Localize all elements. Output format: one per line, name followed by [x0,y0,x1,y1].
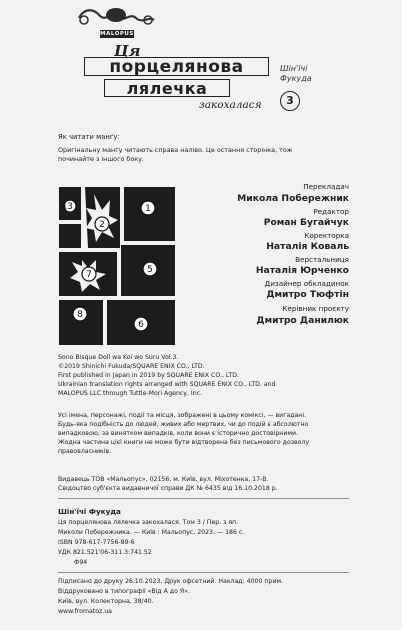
credit-role-6: Керівник проєкту [282,304,349,313]
publisher-info-line-2: Свідоцтво суб'єкта видавничої справи ДК № 6435 від 16.10.2018 р. [58,485,278,492]
order-label-2: 2 [99,220,105,230]
how-to-read-line-1: Оригінальну манґу читають справа наліво. Це остання сторінка, тож [58,146,293,154]
copyright-line-5: MALOPUS LLC through Tuttle-Mori Agency, Inc. [58,390,203,397]
credit-name-5: Дмитро Тюфтін [266,289,349,300]
credit-name-3: Наталія Коваль [266,241,349,252]
print-info-line-2: Віддруковано в типографії «Від А до Я». [58,588,190,595]
title-line-1: Ця [114,42,141,60]
reading-order-diagram [58,186,176,346]
catalog-line-2: Миколи Побережника. — Київ : Мальопус, 2023. — 186 с. [58,529,245,536]
copyright-line-1: Sono Bisque Doll wa Koi wo Suru Vol.3. [58,354,179,361]
how-to-read-heading: Як читати манґу: [58,133,120,141]
order-label-3: 3 [67,202,73,212]
print-info-line-1: Підписано до друку 26.10.2023. Друк офсетний. Наклад: 4000 прим. [58,578,283,585]
disclaimer-line-2: Будь-яка подібність до людей, живих або мертвих, чи до подій є абсолютно [58,421,309,428]
publisher-info-line-1: Видавець ТОВ «Мальопус», 02156, м. Київ, вул. Міхотенка, 17-В. [58,476,269,483]
credit-role-4: Верстальниця [295,255,349,264]
credit-name-6: Дмитро Данилюк [256,315,349,326]
order-label-1: 1 [145,204,151,214]
octopus-icon [76,6,156,32]
volume-number: 3 [286,94,294,107]
credit-role-5: Дизайнер обкладинок [264,279,349,288]
credit-name-4: Наталія Юрченко [255,265,349,276]
title-line-2: порцелянова [84,57,269,76]
disclaimer-line-5: правовласників. [58,448,112,455]
publisher-logo [76,6,156,40]
copyright-line-4: Ukrainian translation rights arranged with SQUARE ENIX CO., LTD. and [58,381,276,388]
title-line-4: закохалася [199,99,262,111]
credit-name-2: Роман Бугайчук [263,217,349,228]
order-label-8: 8 [77,310,83,320]
catalog-isbn: ISBN 978-617-7756-89-6 [58,539,135,546]
credit-role-1: Перекладач [303,182,349,191]
order-label-5: 5 [147,265,153,275]
order-label-6: 6 [138,320,144,330]
copyright-line-2: ©2019 Shinichi Fukuda/SQUARE ENIX CO., LTD. [58,363,205,370]
title-author-vertical: Шін'їчі Фукуда [280,64,312,83]
separator-2 [58,572,349,573]
credit-name-1: Микола Побережник [237,193,349,204]
publisher-logo-text: MALOPUS [100,31,134,37]
title-logo [76,42,276,122]
title-line-3: лялечка [104,79,230,97]
how-to-read-line-2: починайте з іншого боку. [58,155,144,163]
print-info-website: www.fromatoz.ua [58,608,112,615]
catalog-author: Шін'їчі Фукуда [58,507,121,516]
credit-role-3: Коректорка [304,231,349,240]
disclaimer-line-4: Жодна частина цієї книги не може бути відтворена без письмового дозволу [58,439,310,446]
print-info-line-3: Київ, вул. Колекторна, 38/40. [58,598,154,605]
credit-role-2: Редактор [313,207,349,216]
order-label-7: 7 [86,270,92,280]
catalog-line-1: Ця порцелянова лялечка закохалася. Том 3 / Пер. з яп. [58,519,239,526]
copyright-line-3: First published in Japan in 2019 by SQUARE ENIX CO., LTD. [58,372,240,379]
panel-4b [59,224,81,248]
disclaimer-line-3: випадковою, за винятком випадків, коли вони є історично достовірними. [58,430,299,437]
disclaimer-line-1: Усі імена, персонажі, події та місця, зображені в цьому коміксі, — вигадані. [58,412,307,419]
catalog-udk: УДК 821.521'06-311.3:741.52 [58,549,152,556]
separator-1 [58,498,349,499]
order-label-4: 4 [61,203,67,213]
volume-badge [280,91,300,111]
catalog-index: Ф94 [74,559,88,566]
